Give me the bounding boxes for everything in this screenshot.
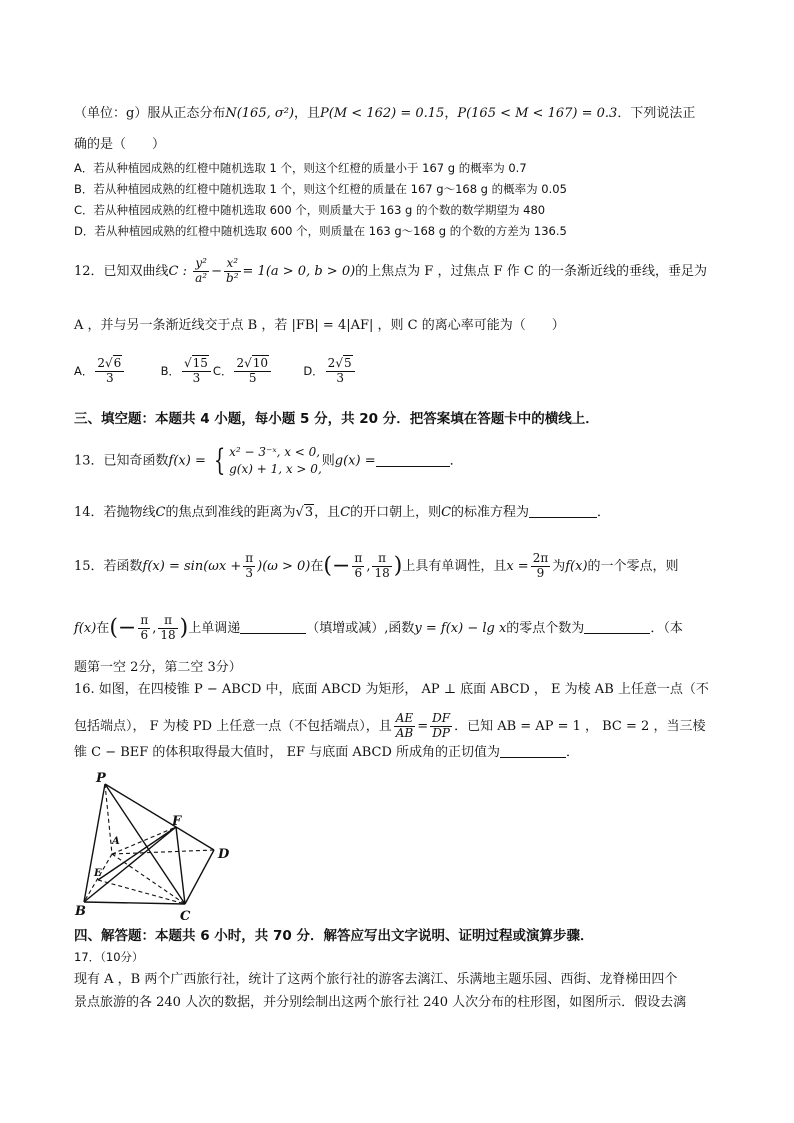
q12-minus: − [211, 263, 223, 279]
q12-option-c-label: C． [212, 363, 233, 378]
q15-l2-comma: , [152, 620, 157, 636]
q11-prob1: P(M < 162) = 0.15 [320, 106, 445, 121]
q11-stem-line2: 确的是（ ） [74, 137, 166, 152]
q13-text-a: 13．已知奇函数 [74, 453, 169, 469]
q15-fdef: f(x) = sin [142, 558, 204, 574]
q15-l2-text1: 上单调递 [188, 620, 241, 636]
q15-text-c: 为 [552, 558, 566, 574]
q14-c1: C [155, 505, 166, 520]
edge-pb [84, 784, 105, 902]
q14-answer-blank[interactable] [529, 504, 597, 518]
q14-text-a: 14．若抛物线 [74, 505, 156, 520]
q16-df: DF [432, 711, 451, 725]
q11-distribution: N(165, σ²) [225, 106, 295, 121]
q12-c-coef: 2 [236, 356, 245, 370]
q12-option-b-den: 3 [192, 370, 201, 385]
q13-piecewise [210, 444, 322, 478]
q12-frac-y [193, 257, 209, 286]
q16-text-b: ．已知 AB = AP = 1 ， BC = 2 ，当三棱 [454, 718, 706, 734]
q13-end: ． [449, 453, 463, 469]
q15-pi3-num: π [245, 551, 254, 565]
q15-2pi-over-9 [531, 552, 551, 581]
q15-text-d: 的一个零点，则 [587, 558, 679, 574]
q13-case2: g(x) + 1, x > 0, [229, 462, 322, 476]
q15-arg-r: )(ω > 0) [257, 558, 311, 574]
q11-sep: ， [444, 106, 458, 121]
q13-text-b: 则 [321, 453, 335, 469]
q12-option-b [182, 357, 211, 386]
q14-c2: C [340, 505, 351, 520]
q11-stem-line1 [74, 106, 695, 122]
q15-fx: f(x) [565, 558, 588, 574]
q12-option-a-den: 3 [106, 370, 114, 385]
q16-frac-df-dp [430, 712, 452, 741]
q12-option-a [95, 357, 124, 386]
q15-arg-l: (ωx + [203, 558, 242, 574]
q12-option-a-num: 2√6 [95, 357, 124, 372]
q15-pi3-den: 3 [245, 565, 253, 580]
q15-pi-over-6 [352, 552, 364, 581]
q13-case1: x² − 3⁻ˣ, x < 0, [229, 445, 321, 459]
q15-pi-over-3 [243, 552, 255, 581]
q15-2pi9-den: 9 [536, 565, 545, 580]
section4-heading: 四、解答题：本题共 6 小时，共 70 分．解答应写出文字说明、证明过程或演算步骤． [74, 928, 594, 944]
q11-option-d: D．若从种植园成熟的红橙中随机选取 600 个，则质量在 163 g～168 g 的个数的方差为 136.5 [74, 224, 567, 238]
q15-in: 在 [310, 558, 324, 574]
q12-option-d-den: 3 [336, 370, 344, 385]
q17-line2: 景点旅游的各 240 人次的数据，并分别绘制出这两个旅行社 240 人次分布的柱形图，如图所示．假设去漓 [74, 995, 687, 1010]
q12-curve-name: C : [168, 263, 188, 279]
q15-l2-pi18-den: 18 [160, 627, 176, 642]
q17-line1: 现有 A ，B 两个广西旅行社，统计了这两个旅行社的游客去漓江、乐满地主题乐园、西街、龙脊梯田四个 [74, 972, 678, 987]
q16-ab: AB [395, 725, 414, 740]
q12-option-d-label: D． [303, 363, 324, 378]
q15-comma: , [366, 558, 371, 574]
q11-text-c: ．下列说法正 [617, 106, 696, 121]
q12-frac-y-num: y² [193, 257, 209, 272]
q15-l2-fx: f(x) [74, 620, 97, 636]
q12-frac-x [224, 257, 241, 286]
q12-stem-line2: A ，并与另一条渐近线交于点 B ，若 |FB| = 4|AF| ，则 C 的离心率可能为（ ） [74, 318, 565, 333]
q15-text-b: 上具有单调性，且 [402, 558, 507, 574]
q13-cases [229, 444, 322, 478]
q12-stem-line1 [74, 257, 707, 286]
q16-eq: = [417, 718, 429, 734]
q12-text-a: 12．已知双曲线 [74, 263, 169, 279]
q15-l2-y: y = f(x) − lg x [414, 620, 507, 636]
q14-text-e: 的标准方程为 [451, 505, 530, 520]
q12-option-b-num: √15 [182, 357, 211, 372]
q13-fx: f(x) = [168, 453, 206, 469]
q12-text-b: 的上焦点为 F ，过焦点 F 作 C 的一条渐近线的垂线，垂足为 [355, 263, 707, 279]
label-a: A [112, 836, 120, 847]
q15-l2-pi-over-6 [138, 614, 150, 643]
q12-option-c-num: 2√10 [234, 357, 271, 372]
q12-options [74, 357, 357, 386]
q16-answer-blank[interactable] [500, 744, 566, 758]
q13-gx: g(x) = [334, 453, 376, 469]
edge-af-hidden [112, 827, 176, 854]
q11-text-a: （单位：g）服从正态分布 [74, 106, 226, 121]
label-e: E [94, 868, 102, 879]
q15-line2 [74, 614, 683, 643]
q14-text-c: ，且 [314, 505, 341, 520]
q14-text-b: 的焦点到准线的距离为 [165, 505, 296, 520]
q13-brace: { [213, 443, 226, 478]
q12-a-rad: 6 [113, 356, 122, 370]
q15-l2-pi6-den: 6 [140, 627, 149, 642]
label-c: C [180, 909, 191, 922]
q16-line3 [74, 744, 579, 761]
q15-line3: 题第一空 2分，第二空 3分） [74, 660, 242, 675]
edge-bc [84, 902, 185, 904]
q11-text-b: ，且 [294, 106, 321, 121]
pyramid-figure [72, 772, 242, 922]
q15-pi18-num: π [372, 552, 391, 567]
q15-l2-pi-over-18 [158, 614, 177, 643]
q12-frac-x-den: b² [226, 270, 239, 285]
q11-option-c: C．若从种植园成熟的红橙中随机选取 600 个，则质量大于 163 g 的个数的数学期望为 480 [74, 203, 546, 217]
q12-option-b-label: B． [160, 363, 180, 378]
q12-option-d-num: 2√5 [326, 357, 355, 372]
q15-answer-blank-1[interactable] [240, 620, 306, 634]
q15-rpar: ) [393, 553, 403, 579]
q16-text-a: 包括端点）， F 为棱 PD 上任意一点（不包括端点），且 [74, 718, 392, 734]
edge-ac-hidden [112, 854, 185, 904]
label-b: B [75, 904, 86, 919]
q12-a-coef: 2 [97, 356, 106, 370]
q15-pi6-den: 6 [354, 565, 363, 580]
q16-dp: DP [432, 725, 450, 740]
q15-2pi9-num: 2π [532, 551, 549, 565]
q13-stem [74, 444, 463, 478]
q15-text-a: 15．若函数 [74, 558, 143, 574]
q15-l2-rpar: ) [179, 615, 189, 641]
q14-c3: C [441, 505, 452, 520]
q15-answer-blank-2[interactable] [584, 620, 650, 634]
label-p: P [96, 772, 106, 786]
q12-frac-x-num: x² [224, 257, 241, 272]
q16-text-c: 锥 C − BEF 的体积取得最大值时， EF 与底面 ABCD 所成角的正切值为 [74, 745, 501, 760]
edge-ad-hidden [112, 850, 214, 854]
q11-prob2: P(165 < M < 167) = 0.3 [457, 106, 618, 121]
q15-l2-pi18-num: π [158, 614, 177, 629]
q15-pi18-den: 18 [374, 565, 390, 580]
q17-header: 17．（10分） [74, 950, 144, 964]
q15-l2-in: 在 [96, 620, 110, 636]
q15-l2-text3: 的零点个数为 [506, 620, 585, 636]
q14-text-d: 的开口朝上，则 [350, 505, 442, 520]
q15-l2-end: ．（本 [650, 620, 683, 636]
q14-stem [74, 504, 610, 521]
q12-option-c-den: 5 [248, 370, 257, 385]
section3-heading: 三、填空题：本题共 4 小题，每小题 5 分，共 20 分．把答案填在答题卡中的横线上． [74, 411, 599, 427]
label-d: D [218, 847, 230, 862]
q16-line2 [74, 712, 705, 741]
q12-eq-rest: = 1(a > 0, b > 0) [242, 263, 356, 279]
edge-cd [185, 850, 214, 904]
q14-end: ． [597, 505, 611, 520]
edge-pa-hidden [105, 784, 112, 854]
q12-c-rad: 10 [252, 356, 269, 370]
label-f: F [172, 814, 182, 829]
q15-line1 [74, 552, 679, 581]
q12-d-coef: 2 [327, 356, 336, 370]
q16-frac-ae-ab [394, 712, 415, 741]
q13-answer-blank[interactable] [376, 453, 450, 467]
edge-bf [84, 827, 176, 902]
q15-pi-over-18 [372, 552, 391, 581]
q14-sqrt: √3 [295, 505, 314, 520]
q14-sqrt-rad: 3 [304, 505, 314, 520]
q11-option-a: A．若从种植园成熟的红橙中随机选取 1 个，则这个红橙的质量小于 167 g 的概率为 0.7 [74, 161, 527, 175]
q11-option-b: B．若从种植园成熟的红橙中随机选取 1 个，则这个红橙的质量在 167 g～168 g 的概率为 0.05 [74, 182, 567, 196]
q15-lpar: (− [323, 553, 351, 579]
q16-ae: AE [394, 712, 415, 727]
q16-line1: 16. 如图，在四棱锥 P − ABCD 中，底面 ABCD 为矩形， AP ⊥ 底面 ABCD ， E 为棱 AB 上任意一点（不 [74, 682, 709, 697]
q15-pi6-num: π [354, 551, 363, 565]
q16-end: ． [566, 745, 580, 760]
q12-frac-y-den: a² [195, 270, 208, 285]
q15-xeq: x = [506, 558, 529, 574]
q15-l2-lpar: (− [109, 615, 137, 641]
q12-option-c [234, 357, 271, 386]
q15-l2-pi6-num: π [140, 613, 149, 627]
q12-option-a-label: A． [74, 363, 94, 378]
q12-b-rad: 15 [192, 356, 208, 370]
q12-option-d [326, 357, 355, 386]
q15-l2-text2: （填增或减）,函数 [306, 620, 415, 636]
q12-d-rad: 5 [343, 356, 352, 370]
